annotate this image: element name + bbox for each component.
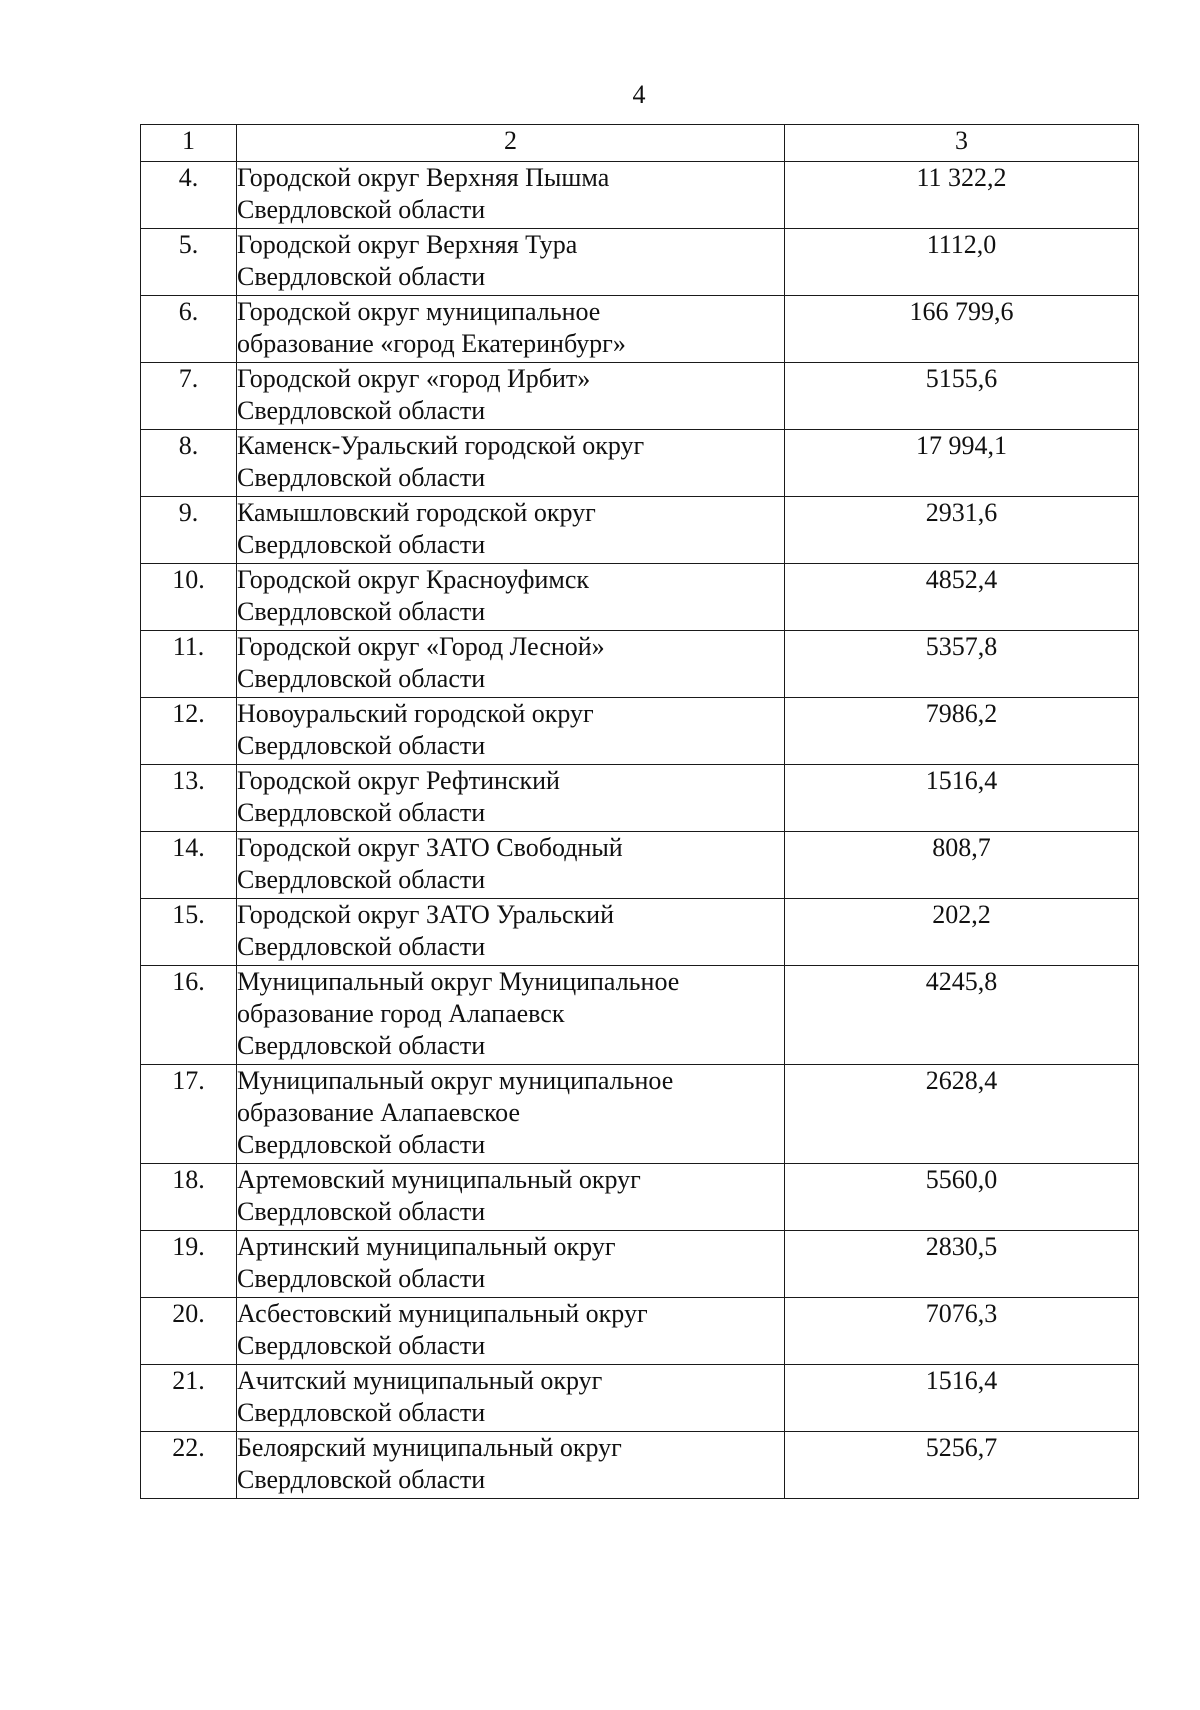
municipality-name-line: Муниципальный округ Муниципальное: [237, 967, 680, 996]
amount-value: 1516,4: [785, 765, 1139, 832]
row-number: 22.: [141, 1432, 237, 1499]
row-number: 14.: [141, 832, 237, 899]
municipality-name-line: Свердловской области: [237, 1197, 486, 1226]
municipality-name: [237, 564, 785, 631]
municipality-name-line: Свердловской области: [237, 530, 486, 559]
table-row: [141, 631, 1139, 698]
municipality-name: [237, 1365, 785, 1432]
municipality-name-line: Свердловской области: [237, 1465, 486, 1494]
table-row: [141, 162, 1139, 229]
municipality-name-line: Ачитский муниципальный округ: [237, 1366, 603, 1395]
table-row: [141, 966, 1139, 1065]
municipality-name-line: Свердловской области: [237, 1398, 486, 1427]
municipality-name: [237, 497, 785, 564]
amount-value: 17 994,1: [785, 430, 1139, 497]
table-row: [141, 497, 1139, 564]
municipality-name-line: Муниципальный округ муниципальное: [237, 1066, 674, 1095]
header-cell-3: 3: [785, 125, 1139, 162]
municipality-name-line: Свердловской области: [237, 798, 486, 827]
municipality-name-line: Новоуральский городской округ: [237, 699, 594, 728]
table-row: [141, 765, 1139, 832]
municipality-name: [237, 1298, 785, 1365]
municipality-name-line: образование город Алапаевск: [237, 999, 565, 1028]
municipality-name-line: Свердловской области: [237, 1331, 486, 1360]
municipality-name: [237, 832, 785, 899]
table-row: [141, 1432, 1139, 1499]
table-row: [141, 1365, 1139, 1432]
row-number: 17.: [141, 1065, 237, 1164]
row-number: 6.: [141, 296, 237, 363]
row-number: 11.: [141, 631, 237, 698]
municipality-name-line: Артинский муниципальный округ: [237, 1232, 616, 1261]
header-cell-1: 1: [141, 125, 237, 162]
amount-value: 2830,5: [785, 1231, 1139, 1298]
table-row: [141, 1164, 1139, 1231]
municipality-name-line: образование Алапаевское: [237, 1098, 521, 1127]
amount-value: 5560,0: [785, 1164, 1139, 1231]
municipality-name: [237, 765, 785, 832]
municipality-name-line: Городской округ Красноуфимск: [237, 565, 590, 594]
amount-value: 5256,7: [785, 1432, 1139, 1499]
amount-value: 2931,6: [785, 497, 1139, 564]
municipality-name: [237, 1164, 785, 1231]
amount-value: 4245,8: [785, 966, 1139, 1065]
municipality-name-line: Белоярский муниципальный округ: [237, 1433, 622, 1462]
amount-value: 2628,4: [785, 1065, 1139, 1164]
municipality-name: [237, 363, 785, 430]
row-number: 21.: [141, 1365, 237, 1432]
table-row: [141, 1231, 1139, 1298]
municipality-name: [237, 698, 785, 765]
row-number: 18.: [141, 1164, 237, 1231]
page-number: 4: [632, 80, 646, 109]
table-row: [141, 229, 1139, 296]
amount-value: 7986,2: [785, 698, 1139, 765]
amount-value: 7076,3: [785, 1298, 1139, 1365]
table-row: [141, 363, 1139, 430]
municipality-name-line: Городской округ ЗАТО Свободный: [237, 833, 623, 862]
amount-value: 5357,8: [785, 631, 1139, 698]
municipality-name: [237, 229, 785, 296]
municipality-name-line: Свердловской области: [237, 1264, 486, 1293]
municipality-name-line: Свердловской области: [237, 1031, 486, 1060]
municipality-name: [237, 631, 785, 698]
row-number: 12.: [141, 698, 237, 765]
municipality-name-line: Городской округ Рефтинский: [237, 766, 560, 795]
row-number: 13.: [141, 765, 237, 832]
municipality-name: [237, 966, 785, 1065]
municipality-name-line: образование «город Екатеринбург»: [237, 329, 626, 358]
table-row: [141, 698, 1139, 765]
table-row: [141, 296, 1139, 363]
row-number: 20.: [141, 1298, 237, 1365]
row-number: 7.: [141, 363, 237, 430]
row-number: 5.: [141, 229, 237, 296]
municipality-name-line: Городской округ «Город Лесной»: [237, 632, 605, 661]
amount-value: 1516,4: [785, 1365, 1139, 1432]
municipality-name-line: Свердловской области: [237, 463, 486, 492]
municipality-name-line: Каменск-Уральский городской округ: [237, 431, 645, 460]
amount-value: 202,2: [785, 899, 1139, 966]
municipality-name-line: Свердловской области: [237, 664, 486, 693]
municipality-name-line: Асбестовский муниципальный округ: [237, 1299, 648, 1328]
municipality-name-line: Свердловской области: [237, 932, 486, 961]
municipality-name-line: Городской округ Верхняя Тура: [237, 230, 578, 259]
row-number: 16.: [141, 966, 237, 1065]
municipality-name-line: Городской округ муниципальное: [237, 297, 601, 326]
municipality-name-line: Свердловской области: [237, 262, 486, 291]
row-number: 4.: [141, 162, 237, 229]
amount-value: 11 322,2: [785, 162, 1139, 229]
municipality-name-line: Артемовский муниципальный округ: [237, 1165, 641, 1194]
row-number: 9.: [141, 497, 237, 564]
row-number: 15.: [141, 899, 237, 966]
table-row: [141, 899, 1139, 966]
municipality-name: [237, 1065, 785, 1164]
municipality-name: [237, 162, 785, 229]
table-row: [141, 564, 1139, 631]
municipality-name-line: Свердловской области: [237, 597, 486, 626]
row-number: 10.: [141, 564, 237, 631]
amount-value: 808,7: [785, 832, 1139, 899]
header-cell-2: 2: [237, 125, 785, 162]
municipality-name-line: Свердловской области: [237, 865, 486, 894]
municipality-name-line: Городской округ Верхняя Пышма: [237, 163, 610, 192]
table-header-row: [141, 125, 1139, 162]
table-row: [141, 1298, 1139, 1365]
municipality-name: [237, 1432, 785, 1499]
row-number: 8.: [141, 430, 237, 497]
municipality-name: [237, 1231, 785, 1298]
municipality-name: [237, 430, 785, 497]
municipality-name-line: Свердловской области: [237, 1130, 486, 1159]
municipality-name-line: Городской округ «город Ирбит»: [237, 364, 591, 393]
row-number: 19.: [141, 1231, 237, 1298]
table-row: [141, 1065, 1139, 1164]
municipality-name-line: Камышловский городской округ: [237, 498, 596, 527]
amount-value: 4852,4: [785, 564, 1139, 631]
municipality-name: [237, 899, 785, 966]
municipality-name-line: Свердловской области: [237, 195, 486, 224]
municipality-name: [237, 296, 785, 363]
municipality-name-line: Свердловской области: [237, 396, 486, 425]
amount-value: 1112,0: [785, 229, 1139, 296]
table-row: [141, 430, 1139, 497]
amount-value: 166 799,6: [785, 296, 1139, 363]
allocation-table: [140, 124, 1139, 1499]
table-row: [141, 832, 1139, 899]
amount-value: 5155,6: [785, 363, 1139, 430]
municipality-name-line: Городской округ ЗАТО Уральский: [237, 900, 614, 929]
municipality-name-line: Свердловской области: [237, 731, 486, 760]
table-body: [141, 125, 1139, 1499]
